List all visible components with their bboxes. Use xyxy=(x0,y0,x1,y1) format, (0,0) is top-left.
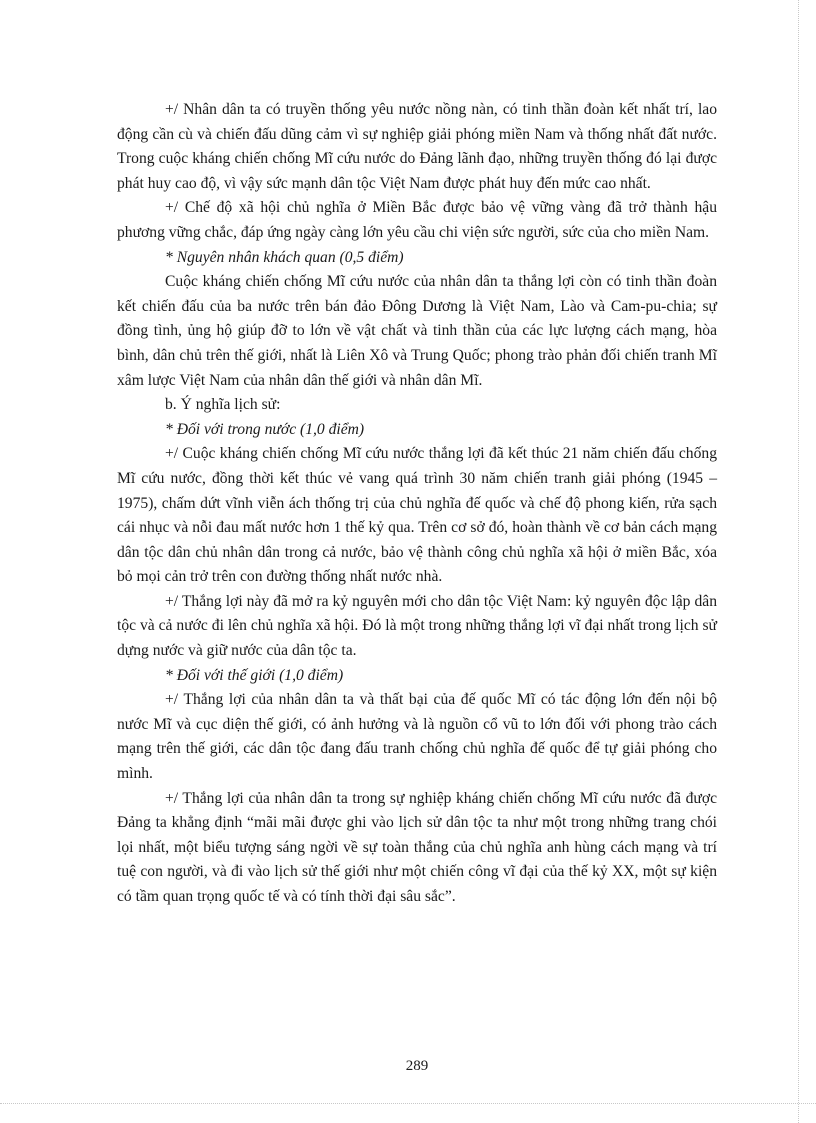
heading-objective-causes: * Nguyên nhân khách quan (0,5 điểm) xyxy=(165,248,404,266)
heading-world: * Đối với thế giới (1,0 điểm) xyxy=(165,666,344,684)
paragraph-world-impact: +/ Thắng lợi của nhân dân ta và thất bại của đế quốc Mĩ có tác động lớn đến nội bộ nước Mĩ và cục diện thế giới, có ảnh hưởng và là nguồn cổ vũ to lớn đối với phong trào cách mạng trên thế giới, các dân tộc đang đấu tranh chống chủ nghĩa đế quốc để tự giải phóng cho mình. xyxy=(117,691,717,783)
page-border-right xyxy=(798,0,799,1123)
page-body xyxy=(117,98,717,910)
paragraph-patriotism: +/ Nhân dân ta có truyền thống yêu nước nồng nàn, có tinh thần đoàn kết nhất trí, lao động cần cù và chiến đấu dũng cảm vì sự nghiệp giải phóng miền Nam và thống nhất đất nước. Trong cuộc kháng chiến chống Mĩ cứu nước do Đảng lãnh đạo, những truyền thống đó lại được phát huy cao độ, vì vậy sức mạnh dân tộc Việt Nam được phát huy đến mức cao nhất. xyxy=(117,101,717,192)
paragraph-new-era: +/ Thắng lợi này đã mở ra kỷ nguyên mới cho dân tộc Việt Nam: kỷ nguyên độc lập dân tộc và cả nước đi lên chủ nghĩa xã hội. Đó là một trong những thắng lợi vĩ đại nhất trong lịch sử dựng nước và giữ nước của dân tộc ta. xyxy=(117,592,717,660)
heading-domestic: * Đối với trong nước (1,0 điểm) xyxy=(165,420,365,438)
paragraph-domestic-victory: +/ Cuộc kháng chiến chống Mĩ cứu nước thắng lợi đã kết thúc 21 năm chiến đấu chống Mĩ cứu nước, đồng thời kết thúc vẻ vang quá trình 30 năm chiến tranh giải phóng (1945 – 1975), chấm dứt vĩnh viễn ách thống trị của chủ nghĩa đế quốc và chế độ phong kiến, rửa sạch cái nhục và nỗi đau mất nước hơn 1 thế kỷ qua. Trên cơ sở đó, hoàn thành về cơ bản cách mạng dân tộc dân chủ nhân dân trong cả nước, bảo vệ thành công chủ nghĩa xã hội ở miền Bắc, xóa bỏ mọi cản trở trên con đường thống nhất nước nhà. xyxy=(117,445,717,586)
page-border-bottom xyxy=(0,1103,816,1104)
paragraph-party-assessment: +/ Thắng lợi của nhân dân ta trong sự nghiệp kháng chiến chống Mĩ cứu nước đã được Đảng ta khẳng định “mãi mãi được ghi vào lịch sử dân tộc ta như một trong những trang chói lọi nhất, một biểu tượng sáng ngời về sự toàn thắng của chủ nghĩa anh hùng cách mạng và trí tuệ con người, và đi vào lịch sử thế giới như một chiến công vĩ đại của thế kỷ XX, một sự kiện có tầm quan trọng quốc tế và có tính thời đại sâu sắc”. xyxy=(117,789,717,905)
section-historical-significance: b. Ý nghĩa lịch sử: xyxy=(165,396,281,414)
page-number: 289 xyxy=(405,1058,429,1074)
paragraph-international-support: Cuộc kháng chiến chống Mĩ cứu nước của nhân dân ta thắng lợi còn có tinh thần đoàn kết chiến đấu của ba nước trên bán đảo Đông Dương là Việt Nam, Lào và Cam-pu-chia; sự đồng tình, ủng hộ giúp đỡ to lớn về vật chất và tinh thần của các lực lượng cách mạng, hòa bình, dân chủ trên thế giới, nhất là Liên Xô và Trung Quốc; phong trào phản đối chiến tranh Mĩ xâm lược Việt Nam của nhân dân thế giới và nhân dân Mĩ. xyxy=(117,273,717,389)
paragraph-north-socialism: +/ Chế độ xã hội chủ nghĩa ở Miền Bắc được bảo vệ vững vàng đã trở thành hậu phương vững chắc, đáp ứng ngày càng lớn yêu cầu chi viện sức người, sức của cho miền Nam. xyxy=(117,199,717,241)
